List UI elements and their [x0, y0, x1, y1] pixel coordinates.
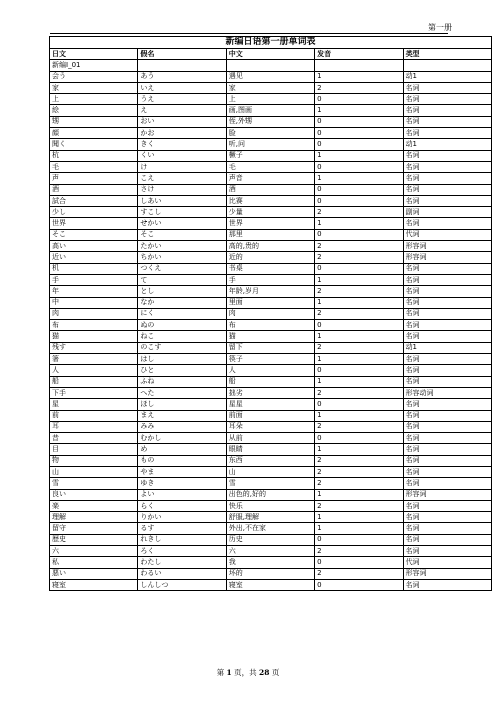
kana-cell: まえ: [138, 410, 226, 421]
table-row: [50, 94, 492, 105]
kana-cell: ほし: [138, 399, 226, 410]
table-row: [50, 218, 492, 229]
table-row: [50, 489, 492, 500]
vocabulary-table: [49, 36, 492, 591]
accent-cell: 0: [315, 365, 403, 376]
chinese-cell: 高的,贵的: [226, 241, 314, 252]
kana-cell: はし: [138, 354, 226, 365]
chinese-cell: 雪: [226, 478, 314, 489]
table-row: [50, 82, 492, 93]
kana-cell: にく: [138, 308, 226, 319]
japanese-cell: 毛: [50, 161, 138, 172]
kana-cell: け: [138, 161, 226, 172]
japanese-cell: 猫: [50, 331, 138, 342]
chinese-cell: 耳朵: [226, 421, 314, 432]
type-cell: 名词: [403, 173, 491, 184]
chinese-cell: 年龄,岁月: [226, 286, 314, 297]
kana-cell: すこし: [138, 207, 226, 218]
chinese-cell: 声音: [226, 173, 314, 184]
kana-cell: わるい: [138, 568, 226, 579]
chinese-cell: 上: [226, 94, 314, 105]
japanese-cell: 残す: [50, 342, 138, 353]
type-cell: 名词: [403, 286, 491, 297]
accent-cell: 1: [315, 376, 403, 387]
kana-cell: よい: [138, 489, 226, 500]
japanese-cell: 人: [50, 365, 138, 376]
type-cell: 名词: [403, 263, 491, 274]
type-cell: 名词: [403, 421, 491, 432]
type-cell: 名词: [403, 116, 491, 127]
type-cell: 名词: [403, 150, 491, 161]
kana-cell: くい: [138, 150, 226, 161]
japanese-cell: 物: [50, 455, 138, 466]
japanese-cell: 寝室: [50, 579, 138, 590]
japanese-cell: 年: [50, 286, 138, 297]
table-row: [50, 252, 492, 263]
accent-cell: 0: [315, 579, 403, 590]
table-row: [50, 342, 492, 353]
chinese-cell: 人: [226, 365, 314, 376]
type-cell: 名词: [403, 105, 491, 116]
table-row: [50, 105, 492, 116]
chinese-cell: 侄,外甥: [226, 116, 314, 127]
accent-cell: 2: [315, 546, 403, 557]
table-row: [50, 466, 492, 477]
kana-cell: ゆき: [138, 478, 226, 489]
type-cell: 形容词: [403, 568, 491, 579]
table-row: [50, 229, 492, 240]
japanese-cell: 会う: [50, 71, 138, 82]
japanese-cell: 中: [50, 297, 138, 308]
kana-cell: かお: [138, 128, 226, 139]
type-cell: 名词: [403, 512, 491, 523]
accent-cell: 2: [315, 207, 403, 218]
type-cell: 名词: [403, 195, 491, 206]
japanese-cell: 甥: [50, 116, 138, 127]
header-chinese: 中文: [226, 49, 314, 60]
type-cell: 名词: [403, 546, 491, 557]
type-cell: 动1: [403, 71, 491, 82]
kana-cell: ちかい: [138, 252, 226, 263]
accent-cell: 1: [315, 523, 403, 534]
accent-cell: 2: [315, 342, 403, 353]
accent-cell: 0: [315, 128, 403, 139]
type-cell: 代词: [403, 557, 491, 568]
japanese-cell: 雪: [50, 478, 138, 489]
japanese-cell: 高い: [50, 241, 138, 252]
type-cell: 名词: [403, 320, 491, 331]
table-row: [50, 444, 492, 455]
table-row: [50, 263, 492, 274]
japanese-cell: 下手: [50, 387, 138, 398]
chinese-cell: 拙劣: [226, 387, 314, 398]
type-cell: 名词: [403, 274, 491, 285]
accent-cell: 2: [315, 387, 403, 398]
table-row: [50, 274, 492, 285]
type-cell: 名词: [403, 128, 491, 139]
type-cell: 名词: [403, 308, 491, 319]
header-rule: [50, 33, 448, 34]
type-cell: 名词: [403, 354, 491, 365]
type-cell: 名词: [403, 455, 491, 466]
japanese-cell: 悪い: [50, 568, 138, 579]
type-cell: 名词: [403, 184, 491, 195]
type-cell: 形容词: [403, 489, 491, 500]
kana-cell: め: [138, 444, 226, 455]
table-row: [50, 308, 492, 319]
japanese-cell: 耳: [50, 421, 138, 432]
kana-cell: そこ: [138, 229, 226, 240]
chinese-cell: 坏的: [226, 568, 314, 579]
chinese-cell: 手: [226, 274, 314, 285]
table-row: [50, 128, 492, 139]
kana-cell: おい: [138, 116, 226, 127]
table-title: 新编日语第一册单词表: [50, 37, 492, 49]
type-cell: 名词: [403, 331, 491, 342]
kana-cell: え: [138, 105, 226, 116]
accent-cell: 1: [315, 218, 403, 229]
table-row: [50, 195, 492, 206]
accent-cell: 2: [315, 478, 403, 489]
kana-cell: て: [138, 274, 226, 285]
accent-cell: 2: [315, 308, 403, 319]
accent-cell: 1: [315, 173, 403, 184]
kana-cell: しあい: [138, 195, 226, 206]
japanese-cell: 良い: [50, 489, 138, 500]
footer-prefix: 第: [216, 668, 225, 677]
chinese-cell: 从前: [226, 433, 314, 444]
chinese-cell: 出色的,好的: [226, 489, 314, 500]
kana-cell: りかい: [138, 512, 226, 523]
japanese-cell: 顔: [50, 128, 138, 139]
type-cell: 形容动词: [403, 387, 491, 398]
chinese-cell: 布: [226, 320, 314, 331]
header-kana: 假名: [138, 49, 226, 60]
chinese-cell: 家: [226, 82, 314, 93]
table-row: [50, 207, 492, 218]
type-cell: 名词: [403, 579, 491, 590]
chinese-cell: 画,图画: [226, 105, 314, 116]
type-cell: 名词: [403, 410, 491, 421]
page-footer: [0, 667, 496, 678]
type-cell: 名词: [403, 478, 491, 489]
kana-cell: なか: [138, 297, 226, 308]
accent-cell: 1: [315, 105, 403, 116]
chinese-cell: 筷子: [226, 354, 314, 365]
japanese-cell: 留守: [50, 523, 138, 534]
japanese-cell: 酒: [50, 184, 138, 195]
accent-cell: 2: [315, 466, 403, 477]
accent-cell: 2: [315, 286, 403, 297]
type-cell: 副词: [403, 207, 491, 218]
japanese-cell: 机: [50, 263, 138, 274]
type-cell: 名词: [403, 82, 491, 93]
table-row: [50, 455, 492, 466]
accent-cell: 1: [315, 444, 403, 455]
accent-cell: 0: [315, 557, 403, 568]
accent-cell: 1: [315, 410, 403, 421]
table-row: [50, 297, 492, 308]
table-row: [50, 365, 492, 376]
japanese-cell: 箸: [50, 354, 138, 365]
table-row: [50, 184, 492, 195]
accent-cell: 2: [315, 241, 403, 252]
accent-cell: 0: [315, 184, 403, 195]
chinese-cell: 寝室: [226, 579, 314, 590]
accent-cell: 1: [315, 489, 403, 500]
kana-cell: あう: [138, 71, 226, 82]
page-header-label: 第一册: [428, 23, 452, 32]
kana-cell: しんしつ: [138, 579, 226, 590]
table-row: [50, 116, 492, 127]
table-row: [50, 557, 492, 568]
table-row: [50, 568, 492, 579]
type-cell: 形容词: [403, 241, 491, 252]
footer-suffix: 页: [271, 668, 280, 677]
accent-cell: 0: [315, 534, 403, 545]
accent-cell: 0: [315, 195, 403, 206]
japanese-cell: 杭: [50, 150, 138, 161]
japanese-cell: 私: [50, 557, 138, 568]
chinese-cell: 那里: [226, 229, 314, 240]
chinese-cell: 前面: [226, 410, 314, 421]
type-cell: 名词: [403, 161, 491, 172]
table-row: [50, 150, 492, 161]
accent-cell: 0: [315, 161, 403, 172]
accent-cell: 2: [315, 455, 403, 466]
chinese-cell: 星星: [226, 399, 314, 410]
japanese-cell: 家: [50, 82, 138, 93]
chinese-cell: 少量: [226, 207, 314, 218]
chinese-cell: 里面: [226, 297, 314, 308]
japanese-cell: 昔: [50, 433, 138, 444]
accent-cell: 0: [315, 263, 403, 274]
accent-cell: 1: [315, 150, 403, 161]
japanese-cell: そこ: [50, 229, 138, 240]
kana-cell: へた: [138, 387, 226, 398]
kana-cell: みみ: [138, 421, 226, 432]
table-title-row: [50, 37, 492, 49]
japanese-cell: 手: [50, 274, 138, 285]
type-cell: 名词: [403, 94, 491, 105]
accent-cell: 1: [315, 331, 403, 342]
kana-cell: れきし: [138, 534, 226, 545]
accent-cell: 0: [315, 320, 403, 331]
table-row: [50, 139, 492, 150]
japanese-cell: 理解: [50, 512, 138, 523]
kana-cell: るす: [138, 523, 226, 534]
table-row: [50, 331, 492, 342]
table-row: [50, 376, 492, 387]
kana-cell: きく: [138, 139, 226, 150]
type-cell: 名词: [403, 297, 491, 308]
kana-cell: ひと: [138, 365, 226, 376]
kana-cell: さけ: [138, 184, 226, 195]
table-header-row: [50, 49, 492, 60]
chinese-cell: 书桌: [226, 263, 314, 274]
type-cell: 名词: [403, 365, 491, 376]
kana-cell: ねこ: [138, 331, 226, 342]
chinese-cell: 快乐: [226, 500, 314, 511]
table-row: [50, 433, 492, 444]
chinese-cell: 历史: [226, 534, 314, 545]
japanese-cell: 船: [50, 376, 138, 387]
kana-cell: やま: [138, 466, 226, 477]
type-cell: 名词: [403, 399, 491, 410]
type-cell: 名词: [403, 466, 491, 477]
accent-cell: 1: [315, 512, 403, 523]
table-row: [50, 286, 492, 297]
japanese-cell: 試合: [50, 195, 138, 206]
kana-cell: とし: [138, 286, 226, 297]
type-cell: 名词: [403, 218, 491, 229]
chinese-cell: 山: [226, 466, 314, 477]
kana-cell: こえ: [138, 173, 226, 184]
accent-cell: 2: [315, 252, 403, 263]
japanese-cell: 布: [50, 320, 138, 331]
accent-cell: 1: [315, 297, 403, 308]
kana-cell: むかし: [138, 433, 226, 444]
japanese-cell: 近い: [50, 252, 138, 263]
kana-cell: わたし: [138, 557, 226, 568]
japanese-cell: 山: [50, 466, 138, 477]
kana-cell: うえ: [138, 94, 226, 105]
kana-cell: ぬの: [138, 320, 226, 331]
type-cell: 名词: [403, 444, 491, 455]
accent-cell: 0: [315, 139, 403, 150]
table-row: [50, 546, 492, 557]
type-cell: 名词: [403, 376, 491, 387]
footer-middle: 页，共: [234, 668, 257, 677]
chinese-cell: 近的: [226, 252, 314, 263]
accent-cell: 2: [315, 500, 403, 511]
chinese-cell: 留下: [226, 342, 314, 353]
chinese-cell: 肉: [226, 308, 314, 319]
kana-cell: つくえ: [138, 263, 226, 274]
accent-cell: 2: [315, 82, 403, 93]
kana-cell: いえ: [138, 82, 226, 93]
accent-cell: 1: [315, 71, 403, 82]
japanese-cell: 世界: [50, 218, 138, 229]
table-row: [50, 478, 492, 489]
section-label: 新编Ⅰ_01: [50, 60, 138, 71]
table-row: [50, 500, 492, 511]
chinese-cell: 酒: [226, 184, 314, 195]
table-row: [50, 71, 492, 82]
japanese-cell: 絵: [50, 105, 138, 116]
footer-page-number: 1: [226, 668, 232, 677]
chinese-cell: 船: [226, 376, 314, 387]
table-row: [50, 320, 492, 331]
table-row: [50, 161, 492, 172]
type-cell: 名词: [403, 534, 491, 545]
table-row: [50, 523, 492, 534]
japanese-cell: 肉: [50, 308, 138, 319]
table-row: [50, 512, 492, 523]
type-cell: 动1: [403, 342, 491, 353]
section-row: [50, 60, 492, 71]
japanese-cell: 楽: [50, 500, 138, 511]
chinese-cell: 猫: [226, 331, 314, 342]
kana-cell: のこす: [138, 342, 226, 353]
accent-cell: 1: [315, 354, 403, 365]
japanese-cell: 少し: [50, 207, 138, 218]
kana-cell: もの: [138, 455, 226, 466]
table-row: [50, 534, 492, 545]
table-row: [50, 421, 492, 432]
chinese-cell: 眼睛: [226, 444, 314, 455]
header-accent: 发音: [315, 49, 403, 60]
table-row: [50, 579, 492, 590]
chinese-cell: 遇见: [226, 71, 314, 82]
chinese-cell: 外出,不在家: [226, 523, 314, 534]
accent-cell: 2: [315, 421, 403, 432]
type-cell: 动1: [403, 139, 491, 150]
kana-cell: たかい: [138, 241, 226, 252]
type-cell: 名词: [403, 523, 491, 534]
chinese-cell: 脸: [226, 128, 314, 139]
kana-cell: せかい: [138, 218, 226, 229]
japanese-cell: 歴史: [50, 534, 138, 545]
table-row: [50, 173, 492, 184]
japanese-cell: 六: [50, 546, 138, 557]
header-japanese: 日文: [50, 49, 138, 60]
chinese-cell: 比赛: [226, 195, 314, 206]
type-cell: 形容词: [403, 252, 491, 263]
chinese-cell: 东西: [226, 455, 314, 466]
japanese-cell: 上: [50, 94, 138, 105]
accent-cell: 0: [315, 116, 403, 127]
japanese-cell: 目: [50, 444, 138, 455]
kana-cell: ろく: [138, 546, 226, 557]
japanese-cell: 前: [50, 410, 138, 421]
chinese-cell: 六: [226, 546, 314, 557]
accent-cell: 0: [315, 433, 403, 444]
kana-cell: らく: [138, 500, 226, 511]
chinese-cell: 舒服,理解: [226, 512, 314, 523]
table-row: [50, 410, 492, 421]
japanese-cell: 星: [50, 399, 138, 410]
type-cell: 代词: [403, 229, 491, 240]
kana-cell: ふね: [138, 376, 226, 387]
chinese-cell: 毛: [226, 161, 314, 172]
accent-cell: 0: [315, 94, 403, 105]
accent-cell: 2: [315, 568, 403, 579]
accent-cell: 1: [315, 274, 403, 285]
accent-cell: 0: [315, 229, 403, 240]
footer-total-pages: 28: [259, 668, 270, 677]
table-row: [50, 387, 492, 398]
table-row: [50, 354, 492, 365]
chinese-cell: 世界: [226, 218, 314, 229]
type-cell: 名词: [403, 500, 491, 511]
chinese-cell: 我: [226, 557, 314, 568]
table-row: [50, 399, 492, 410]
chinese-cell: 听,问: [226, 139, 314, 150]
header-type: 类型: [403, 49, 491, 60]
type-cell: 名词: [403, 433, 491, 444]
chinese-cell: 橛子: [226, 150, 314, 161]
table-row: [50, 241, 492, 252]
accent-cell: 0: [315, 399, 403, 410]
japanese-cell: 聞く: [50, 139, 138, 150]
japanese-cell: 声: [50, 173, 138, 184]
